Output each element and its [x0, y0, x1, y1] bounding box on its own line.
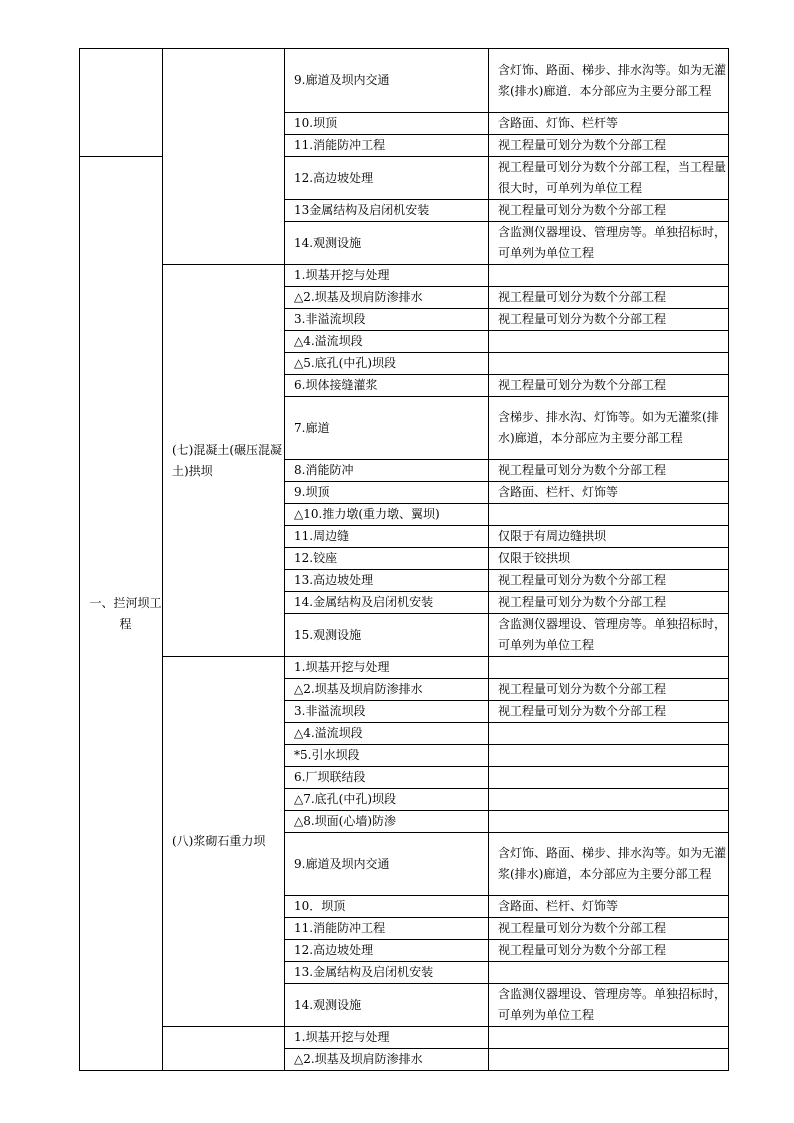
note-cell — [489, 331, 729, 353]
note-cell: 含灯饰、路面、梯步、排水沟等。如为无灌浆(排水)廊道．本分部应为主要分部工程 — [489, 49, 729, 113]
item-cell: △7.底孔(中孔)坝段 — [285, 789, 489, 811]
table-body — [80, 49, 729, 1071]
note-cell — [489, 1027, 729, 1049]
unit-cell-empty — [80, 49, 163, 157]
item-cell: 13金属结构及启闭机安装 — [285, 200, 489, 222]
note-cell: 视工程量可划分为数个分部工程 — [489, 918, 729, 940]
item-cell: 8.消能防冲 — [285, 460, 489, 482]
item-cell: △2.坝基及坝肩防渗排水 — [285, 679, 489, 701]
item-cell: △8.坝面(心墙)防渗 — [285, 811, 489, 833]
note-cell: 视工程量可划分为数个分部工程 — [489, 679, 729, 701]
item-cell: 13.金属结构及启闭机安装 — [285, 962, 489, 984]
sub-unit-cell — [163, 657, 285, 1027]
item-cell: △5.底孔(中孔)坝段 — [285, 353, 489, 375]
note-cell: 视工程量可划分为数个分部工程 — [489, 460, 729, 482]
table-row — [80, 265, 729, 287]
item-cell: 14.观测设施 — [285, 984, 489, 1027]
note-cell — [489, 789, 729, 811]
item-cell: 6.坝体接缝灌浆 — [285, 375, 489, 397]
note-cell: 含梯步、排水沟、灯饰等。如为无灌浆(排水)廊道，本分部应为主要分部工程 — [489, 397, 729, 460]
note-cell — [489, 504, 729, 526]
note-cell: 含路面、栏杆、灯饰等 — [489, 482, 729, 504]
note-cell: 含路面、栏杆、灯饰等 — [489, 896, 729, 918]
item-cell: 10．坝顶 — [285, 896, 489, 918]
note-cell — [489, 265, 729, 287]
note-cell: 仅限于铰拱坝 — [489, 548, 729, 570]
sub-unit-label: (八)浆砌石重力坝 — [172, 834, 266, 848]
note-cell: 视工程量可划分为数个分部工程 — [489, 200, 729, 222]
item-cell: 12.高边坡处理 — [285, 940, 489, 962]
note-cell: 视工程量可划分为数个分部工程 — [489, 287, 729, 309]
note-cell — [489, 745, 729, 767]
note-cell: 含灯饰、路面、梯步、排水沟等。如为无灌浆(排水)廊道，本分部应为主要分部工程 — [489, 833, 729, 896]
item-cell: 1.坝基开挖与处理 — [285, 657, 489, 679]
item-cell: 15.观测设施 — [285, 614, 489, 657]
note-cell — [489, 811, 729, 833]
note-cell: 含监测仪器埋设、管理房等。单独招标时，可单列为单位工程 — [489, 222, 729, 265]
sub-unit-cell — [163, 265, 285, 657]
item-cell: 12.铰座 — [285, 548, 489, 570]
item-cell: △4.溢流坝段 — [285, 331, 489, 353]
note-cell: 视工程量可划分为数个分部工程 — [489, 701, 729, 723]
note-cell — [489, 962, 729, 984]
note-cell: 视工程量可划分为数个分部工程 — [489, 135, 729, 157]
note-cell: 视工程量可划分为数个分部工程 — [489, 940, 729, 962]
item-cell: 9.廊道及坝内交通 — [285, 49, 489, 113]
item-cell: △2.坝基及坝肩防渗排水 — [285, 1049, 489, 1071]
item-cell: △4.溢流坝段 — [285, 723, 489, 745]
note-cell: 含监测仪器埋设、管理房等。单独招标时，可单列为单位工程 — [489, 614, 729, 657]
item-cell: 7.廊道 — [285, 397, 489, 460]
note-cell: 视工程量可划分为数个分部工程 — [489, 375, 729, 397]
note-cell: 视工程量可划分为数个分部工程 — [489, 570, 729, 592]
item-cell: 11.消能防冲工程 — [285, 918, 489, 940]
item-cell: 1.坝基开挖与处理 — [285, 265, 489, 287]
item-cell: 9.坝顶 — [285, 482, 489, 504]
note-cell: 视工程量可划分为数个分部工程 — [489, 309, 729, 331]
note-cell: 仅限于有周边缝拱坝 — [489, 526, 729, 548]
item-cell: △2.坝基及坝肩防渗排水 — [285, 287, 489, 309]
note-cell — [489, 1049, 729, 1071]
sub-unit-label: (七)混凝土(碾压混凝土)拱坝 — [172, 442, 283, 478]
item-cell: 12.高边坡处理 — [285, 157, 489, 200]
item-cell: △10.推力墩(重力墩、翼坝) — [285, 504, 489, 526]
sub-unit-cell — [163, 49, 285, 265]
item-cell: 6.厂坝联结段 — [285, 767, 489, 789]
item-cell: 14.金属结构及启闭机安装 — [285, 592, 489, 614]
table-row — [80, 49, 729, 113]
item-cell: 11.消能防冲工程 — [285, 135, 489, 157]
item-cell: 3.非溢流坝段 — [285, 701, 489, 723]
item-cell: 9.廊道及坝内交通 — [285, 833, 489, 896]
note-cell — [489, 657, 729, 679]
note-cell — [489, 353, 729, 375]
item-cell: *5.引水坝段 — [285, 745, 489, 767]
item-cell: 3.非溢流坝段 — [285, 309, 489, 331]
note-cell: 含监测仪器埋设、管理房等。单独招标时，可单列为单位工程 — [489, 984, 729, 1027]
item-cell: 10.坝顶 — [285, 113, 489, 135]
item-cell: 14.观测设施 — [285, 222, 489, 265]
unit-label: 一、拦河坝工程 — [89, 595, 162, 631]
note-cell — [489, 723, 729, 745]
unit-cell — [80, 157, 163, 1071]
item-cell: 13.高边坡处理 — [285, 570, 489, 592]
note-cell: 视工程量可划分为数个分部工程，当工程量很大时，可单列为单位工程 — [489, 157, 729, 200]
table-row — [80, 657, 729, 679]
project-division-table — [79, 48, 729, 1071]
item-cell: 1.坝基开挖与处理 — [285, 1027, 489, 1049]
item-cell: 11.周边缝 — [285, 526, 489, 548]
sub-unit-cell — [163, 1027, 285, 1071]
note-cell: 含路面、灯饰、栏杆等 — [489, 113, 729, 135]
note-cell — [489, 767, 729, 789]
note-cell: 视工程量可划分为数个分部工程 — [489, 592, 729, 614]
table-row — [80, 1027, 729, 1049]
